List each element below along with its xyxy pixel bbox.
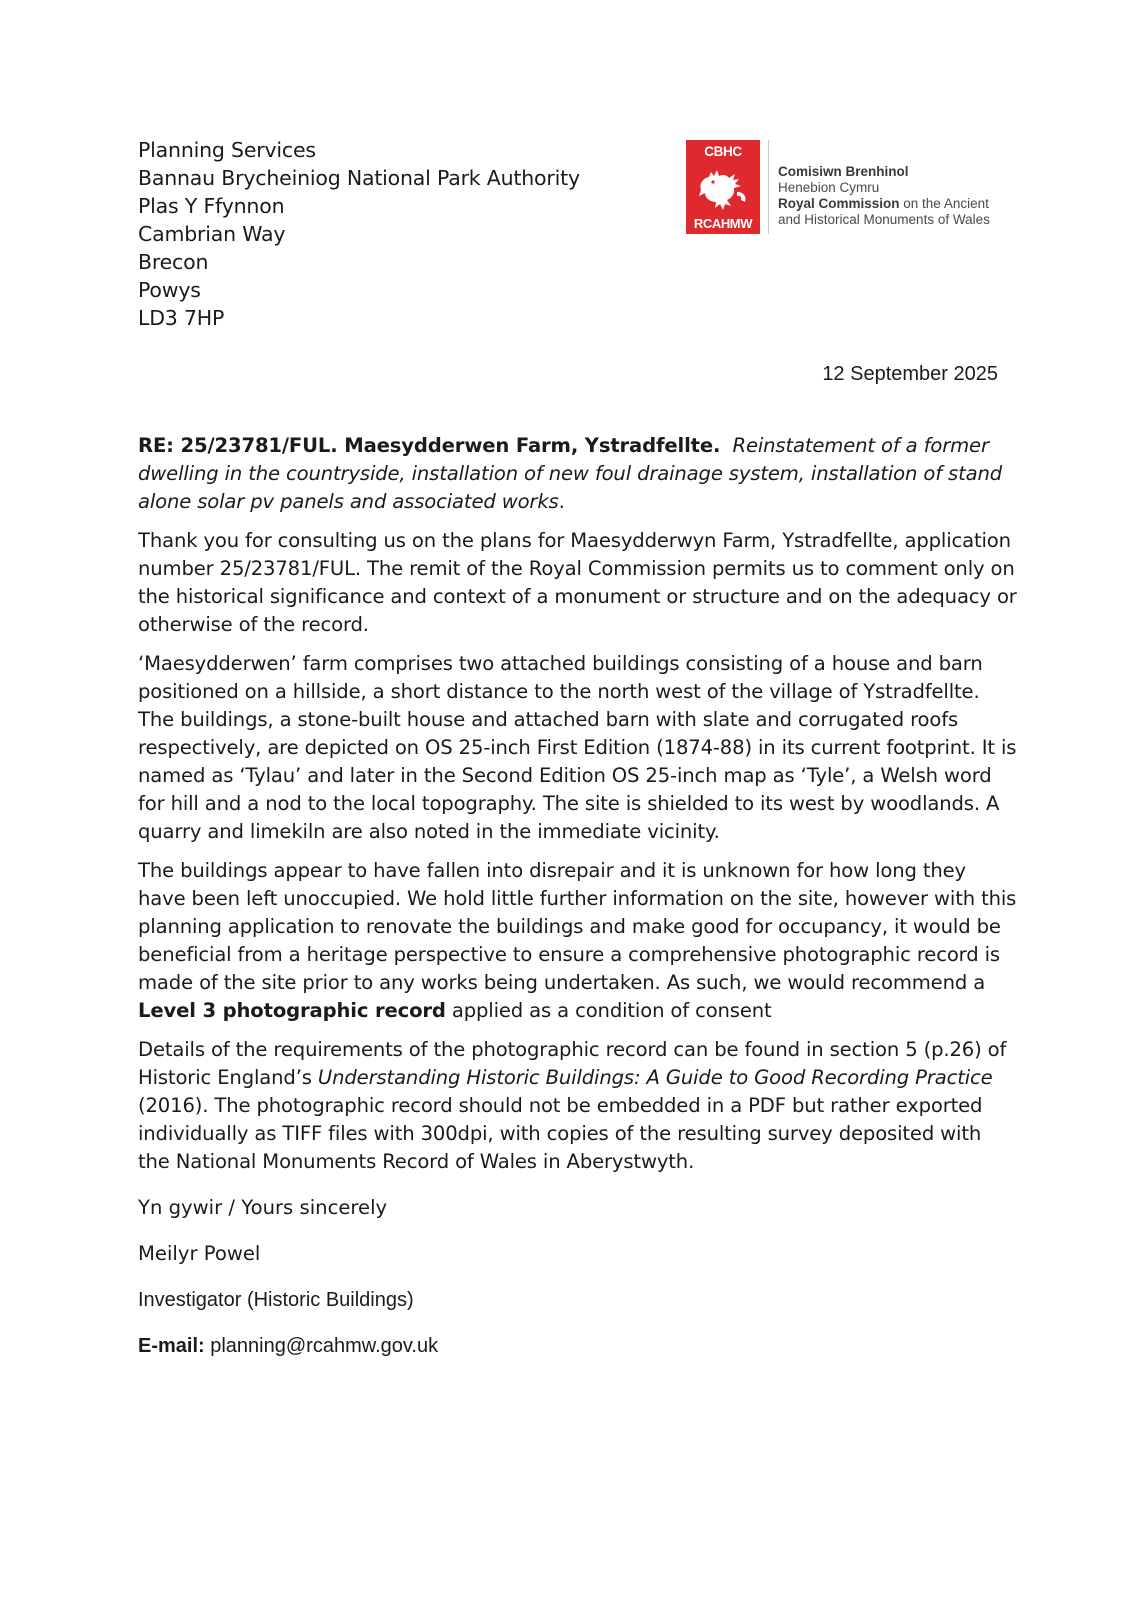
paragraph-3 (138, 857, 1018, 1025)
paragraph-1: Thank you for consulting us on the plans for Maesydderwyn Farm, Ystradfellte, application number 25/23781/FUL. The remit of the Royal Commission permits us to comment only on the historical significance and context of a monument or structure and on the adequacy or otherwise of the record. (138, 529, 1017, 636)
rcahmw-logo (686, 140, 1006, 234)
paragraph-3-text: The buildings appear to have fallen into disrepair and it is unknown for how long they have been left unoccupied. We hold little further information on the site, however with this planning application to renovate the buildings and make good for occupancy, it would be beneficial from a heritage perspective to ensure a comprehensive photographic record is made of the site prior to any works being undertaken. As such, we would recommend a (138, 859, 1017, 994)
paragraph-2: ‘Maesydderwen’ farm comprises two attached buildings consisting of a house and barn positioned on a hillside, a short distance to the north west of the village of Ystradfellte. The buildings, a stone-built house and attached barn with slate and corrugated roofs respectively, are depicted on OS 25-inch First Edition (1874-88) in its current footprint. It is named as ‘Tylau’ and later in the Second Edition OS 25-inch map as ‘Tyle’, a Welsh word for hill and a nod to the local topography. The site is shielded to its west by woodlands. A quarry and limekiln are also noted in the immediate vicinity. (138, 652, 1017, 843)
letter-date: 12 September 2025 (822, 363, 998, 385)
paragraph-4 (138, 1036, 1018, 1176)
email-line (138, 1332, 438, 1360)
signatory-role: Investigator (Historic Buildings) (138, 1289, 414, 1311)
logo-wordmark (778, 164, 990, 228)
signature-block (138, 1194, 439, 1357)
paragraph-4-end: (2016). The photographic record should not be embedded in a PDF but rather exported individually as TIFF files with 300dpi, with copies of the resulting survey deposited with the National Monuments Record of Wales in Aberystwyth. (138, 1094, 983, 1173)
address-line: Brecon (138, 250, 209, 274)
subject-description: Reinstatement of a former dwelling in the countryside, installation of new foul drainage system, installation of stand alone solar pv panels and associated works (138, 434, 1003, 513)
logo-line-3-bold: Royal Commission (778, 196, 900, 211)
paragraph-3-end: applied as a condition of consent (445, 999, 772, 1022)
logo-badge-bottom: RCAHMW (693, 216, 753, 231)
logo-line-3-rest: on the Ancient (899, 196, 989, 211)
address-line: Plas Y Ffynnon (138, 194, 285, 218)
logo-badge (686, 140, 760, 234)
subject-reference: RE: 25/23781/FUL. Maesydderwen Farm, Ystradfellte. (138, 434, 721, 457)
recipient-address (138, 136, 580, 332)
logo-line-1: Comisiwn Brenhinol (778, 164, 909, 179)
email-label: E-mail: (138, 1335, 205, 1357)
logo-line-2: Henebion Cymru (778, 180, 880, 195)
subject-line (138, 432, 1018, 516)
paragraph-4-italic: Understanding Historic Buildings: A Guide to Good Recording Practice (317, 1066, 993, 1089)
email-address[interactable]: planning@rcahmw.gov.uk (204, 1335, 439, 1357)
logo-badge-top: CBHC (704, 144, 742, 159)
logo-line-4: and Historical Monuments of Wales (778, 212, 990, 227)
address-line: Powys (138, 278, 201, 302)
paragraph-3-bold: Level 3 photographic record (138, 999, 446, 1022)
address-line: LD3 7HP (138, 306, 225, 330)
closing: Yn gywir / Yours sincerely (138, 1196, 388, 1219)
address-line: Cambrian Way (138, 222, 286, 246)
address-line: Bannau Brycheiniog National Park Authority (138, 166, 580, 190)
paragraph-4-text: Details of the requirements of the photographic record can be found in section 5 (p.26) of Historic England’s (138, 1038, 1007, 1089)
signatory-name: Meilyr Powel (138, 1242, 261, 1265)
welsh-dragon-icon (693, 160, 753, 214)
address-line: Planning Services (138, 138, 316, 162)
letter-body (138, 432, 1018, 1187)
subject-end: . (558, 490, 565, 513)
logo-divider (768, 140, 769, 234)
